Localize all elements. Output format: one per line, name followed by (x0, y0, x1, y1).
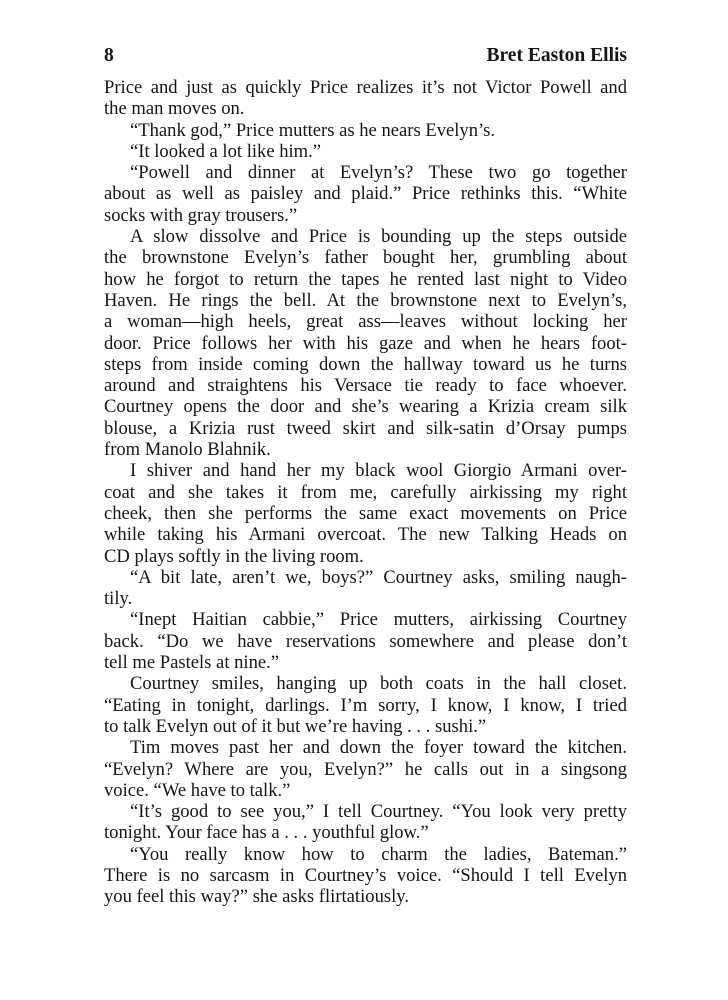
text-line: you feel this way?” she asks flirtatiously. (104, 886, 409, 908)
text-line: “Eating in tonight, darlings. I’m sorry, I know, I know, I tried (104, 694, 627, 716)
running-header (104, 43, 627, 69)
text-line: “It’s good to see you,” I tell Courtney. “You look very pretty (130, 801, 627, 823)
text-line: steps from inside coming down the hallway toward us he turns (104, 353, 627, 375)
text-line: A slow dissolve and Price is bounding up the steps outside (130, 226, 627, 248)
text-line: Courtney smiles, hanging up both coats in the hall closet. (130, 673, 627, 695)
text-line: “Inept Haitian cabbie,” Price mutters, airkissing Courtney (130, 609, 627, 631)
text-line: Courtney opens the door and she’s wearing a Krizia cream silk (104, 396, 627, 418)
text-line: while taking his Armani overcoat. The new Talking Heads on (104, 524, 627, 546)
text-line: coat and she takes it from me, carefully airkissing my right (104, 481, 627, 503)
text-line: cheek, then she performs the same exact movements on Price (104, 502, 627, 524)
text-line: back. “Do we have reservations somewhere and please don’t (104, 630, 627, 652)
text-line: tonight. Your face has a . . . youthful glow.” (104, 822, 429, 844)
text-line: blouse, a Krizia rust tweed skirt and silk-satin d’Orsay pumps (104, 417, 627, 439)
text-line: from Manolo Blahnik. (104, 439, 271, 461)
text-line: “It looked a lot like him.” (130, 140, 322, 162)
text-line: “A bit late, aren’t we, boys?” Courtney asks, smiling naugh- (130, 566, 627, 588)
text-line: the brownstone Evelyn’s father bought her, grumbling about (104, 247, 627, 269)
text-line: “Thank god,” Price mutters as he nears Evelyn’s. (130, 119, 496, 141)
page-number: 8 (104, 45, 114, 66)
text-line: “Evelyn? Where are you, Evelyn?” he calls out in a singsong (104, 758, 627, 780)
text-line: tily. (104, 588, 133, 610)
text-line: a woman—high heels, great ass—leaves without locking her (104, 311, 627, 333)
text-line: to talk Evelyn out of it but we’re having . . . sushi.” (104, 715, 487, 737)
body-text (104, 77, 627, 908)
text-line: around and straightens his Versace tie ready to face whoever. (104, 375, 627, 397)
text-line: about as well as paisley and plaid.” Price rethinks this. “White (104, 183, 627, 205)
text-line: door. Price follows her with his gaze and when he hears foot- (104, 332, 627, 354)
text-line: “You really know how to charm the ladies, Bateman.” (130, 843, 627, 865)
text-line: Price and just as quickly Price realizes it’s not Victor Powell and (104, 77, 627, 98)
text-line: Haven. He rings the bell. At the brownstone next to Evelyn’s, (104, 289, 627, 311)
text-line: socks with gray trousers.” (104, 204, 298, 226)
text-line: There is no sarcasm in Courtney’s voice. “Should I tell Evelyn (104, 864, 627, 886)
text-line: how he forgot to return the tapes he rented last night to Video (104, 268, 627, 290)
text-line: the man moves on. (104, 98, 245, 120)
text-line: tell me Pastels at nine.” (104, 652, 280, 674)
text-line: voice. “We have to talk.” (104, 779, 291, 801)
text-line: Tim moves past her and down the foyer toward the kitchen. (130, 737, 627, 759)
running-head-author: Bret Easton Ellis (486, 45, 627, 66)
text-line: CD plays softly in the living room. (104, 545, 364, 567)
text-line: I shiver and hand her my black wool Giorgio Armani over- (130, 460, 627, 482)
text-line: “Powell and dinner at Evelyn’s? These two go together (130, 162, 627, 184)
